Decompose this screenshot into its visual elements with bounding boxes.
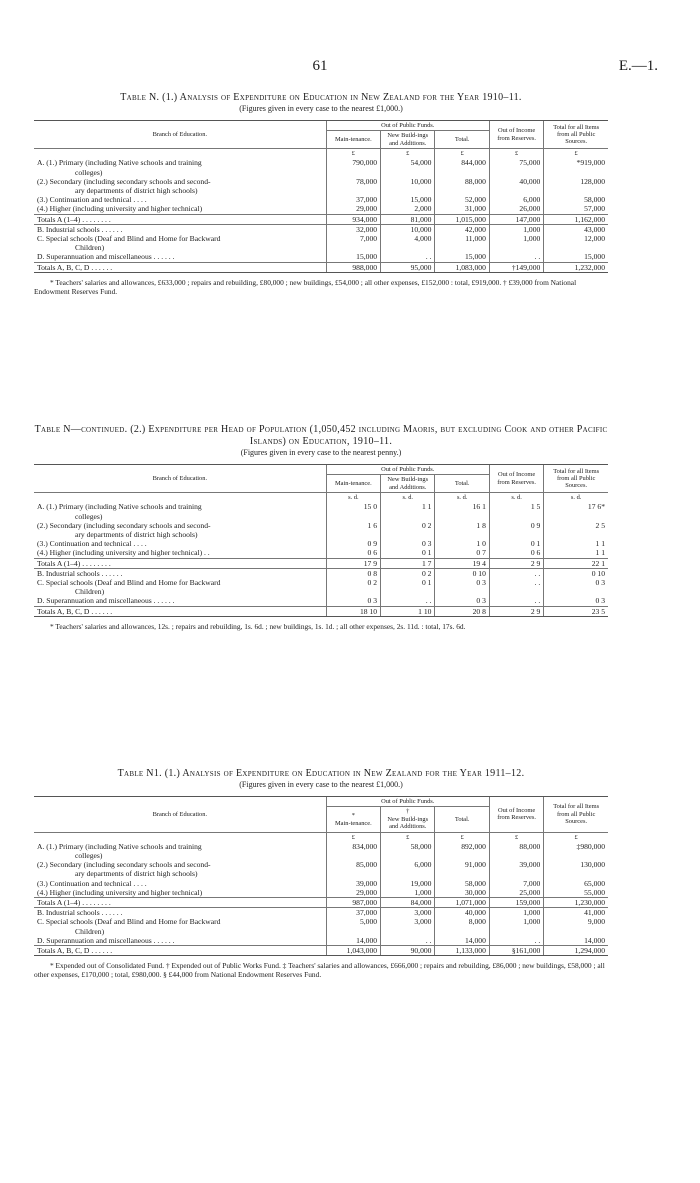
header-row: [34, 797, 608, 807]
header-label: Main-tenance.: [334, 819, 372, 827]
table-n-2: [34, 424, 608, 631]
table-row: [34, 502, 608, 520]
per-head-table: [34, 464, 608, 617]
value-cell: 844,000: [435, 158, 489, 176]
branch-label-cont: colleges): [75, 851, 103, 861]
value-cell: 14,000: [326, 936, 380, 946]
branch-label-cont: Children): [75, 243, 105, 253]
value-cell: 987,000: [326, 898, 380, 908]
unit-cell: s. d.: [435, 493, 489, 503]
value-cell: . .: [489, 568, 543, 578]
value-cell: 58,000: [544, 195, 608, 204]
table-n1-1: [34, 768, 608, 979]
value-cell: 58,000: [435, 879, 489, 888]
value-cell: 42,000: [435, 224, 489, 234]
branch-cell: [34, 917, 326, 935]
value-cell: 0 6: [489, 548, 543, 558]
value-cell: 1,000: [489, 908, 543, 918]
value-cell: 3,000: [381, 917, 435, 935]
unit-cell: £: [489, 832, 543, 842]
value-cell: 58,000: [381, 842, 435, 860]
value-cell: 1,000: [489, 234, 543, 252]
all-sources-header: Total for all Items from all Public Sources.: [544, 121, 608, 149]
header-label: New Build-ings and Additions.: [387, 815, 429, 831]
table-footnote: * Teachers' salaries and allowances, £633,000 ; repairs and rebuilding, £80,000 ; new buildings, £54,000 ; all other expenses, £152,000 : total, £919,000. † £39,000 from National Endowment Reserves Fund.: [34, 277, 577, 296]
value-cell: . .: [381, 596, 435, 606]
branch-cell: [34, 568, 326, 578]
branch-label: (4.) Higher (including university and higher technical): [37, 887, 203, 897]
branch-cell: [34, 224, 326, 234]
table-row: [34, 548, 608, 558]
branch-label-cont: ary departments of district high schools): [75, 530, 198, 540]
table-row: [34, 568, 608, 578]
branch-label: B. Industrial schools . . . . . .: [37, 908, 123, 918]
branch-label: (3.) Continuation and technical . . . .: [37, 539, 147, 549]
branch-cell: [34, 898, 326, 908]
maintenance-header: [326, 807, 380, 832]
branch-label: Totals A, B, C, D . . . . . .: [37, 606, 113, 616]
value-cell: 90,000: [381, 946, 435, 956]
value-cell: 43,000: [544, 224, 608, 234]
value-cell: 10,000: [381, 177, 435, 195]
table-row: [34, 252, 608, 262]
value-cell: 2 9: [489, 558, 543, 568]
header-label: New Build-ings and Additions.: [387, 132, 429, 147]
branch-label-cont: Children): [75, 587, 105, 597]
total-header: Total.: [435, 807, 489, 832]
unit-cell: £: [326, 832, 380, 842]
value-cell: 40,000: [489, 177, 543, 195]
value-cell: 52,000: [435, 195, 489, 204]
table-row: [34, 842, 608, 860]
table-row: [34, 204, 608, 214]
value-cell: 147,000: [489, 214, 543, 224]
value-cell: . .: [489, 252, 543, 262]
value-cell: 31,000: [435, 204, 489, 214]
value-cell: 4,000: [381, 234, 435, 252]
value-cell: 9,000: [544, 917, 608, 935]
value-cell: 0 3: [381, 539, 435, 548]
branch-label: D. Superannuation and miscellaneous . . . . . .: [37, 596, 175, 606]
branch-label-cont: colleges): [75, 167, 103, 177]
branch-label: A. (1.) Primary (including Native schools and training: [37, 841, 202, 851]
value-cell: 790,000: [326, 158, 380, 176]
value-cell: 10,000: [381, 224, 435, 234]
table-row: [34, 606, 608, 616]
branch-cell: [34, 908, 326, 918]
table-row: [34, 888, 608, 898]
table-row: [34, 262, 608, 272]
reserves-header: Out of Income from Reserves.: [489, 797, 543, 833]
value-cell: 22 1: [544, 558, 608, 568]
value-cell: 1 6: [326, 521, 380, 539]
value-cell: 0 2: [326, 578, 380, 596]
value-cell: 65,000: [544, 879, 608, 888]
value-cell: 988,000: [326, 262, 380, 272]
branch-cell: [34, 558, 326, 568]
value-cell: 0 3: [544, 578, 608, 596]
value-cell: 0 8: [326, 568, 380, 578]
header-label: Main-tenance.: [334, 480, 372, 488]
table-row: [34, 158, 608, 176]
branch-label: B. Industrial schools . . . . . .: [37, 224, 123, 234]
branch-label: Totals A (1–4) . . . . . . . .: [37, 558, 111, 568]
value-cell: 12,000: [544, 234, 608, 252]
branch-cell: [34, 177, 326, 195]
value-cell: 1 1: [544, 539, 608, 548]
branch-label: (2.) Secondary (including secondary schools and second-: [37, 520, 211, 530]
value-cell: 0 9: [489, 521, 543, 539]
spacer-cell: [34, 493, 326, 503]
value-cell: 5,000: [326, 917, 380, 935]
table-subtitle: (Figures given in every case to the nearest £1,000.): [239, 104, 403, 113]
branch-cell: [34, 879, 326, 888]
branch-label: Totals A (1–4) . . . . . . . .: [37, 214, 111, 224]
value-cell: 7,000: [326, 234, 380, 252]
value-cell: 934,000: [326, 214, 380, 224]
value-cell: 0 3: [435, 596, 489, 606]
table-row: [34, 177, 608, 195]
branch-label: C. Special schools (Deaf and Blind and Home for Backward: [37, 578, 221, 588]
value-cell: 15,000: [435, 252, 489, 262]
value-cell: 95,000: [381, 262, 435, 272]
table-row: [34, 539, 608, 548]
branch-label: B. Industrial schools . . . . . .: [37, 568, 123, 578]
value-cell: 39,000: [326, 879, 380, 888]
value-cell: 0 2: [381, 568, 435, 578]
branch-label: (2.) Secondary (including secondary schools and second-: [37, 176, 211, 186]
value-cell: 91,000: [435, 860, 489, 878]
unit-row: [34, 493, 608, 503]
branch-label-cont: ary departments of district high schools): [75, 869, 198, 879]
branch-label-cont: colleges): [75, 511, 103, 521]
branch-label-cont: ary departments of district high schools): [75, 186, 198, 196]
header-label: New Build-ings and Additions.: [387, 476, 429, 491]
value-cell: 0 2: [381, 521, 435, 539]
value-cell: 1,133,000: [435, 946, 489, 956]
branch-label: A. (1.) Primary (including Native schools and training: [37, 158, 202, 168]
value-cell: 1,015,000: [435, 214, 489, 224]
value-cell: 0 3: [544, 596, 608, 606]
value-cell: 17 6*: [544, 502, 608, 520]
value-cell: 1 1: [381, 502, 435, 520]
branch-cell: [34, 888, 326, 898]
value-cell: 41,000: [544, 908, 608, 918]
value-cell: 75,000: [489, 158, 543, 176]
maintenance-header: [326, 131, 380, 149]
table-row: [34, 521, 608, 539]
table-footnote: * Expended out of Consolidated Fund. † Expended out of Public Works Fund. ‡ Teachers' salaries and allowances, £666,000 ; repairs and rebuilding, £86,000 ; new buildings, £58,000 ; all other expenses, £170,000 ; total, £980,000. § £44,000 from National Endowment Reserves Fund.: [34, 961, 605, 980]
value-cell: 19,000: [381, 879, 435, 888]
spacer-cell: [34, 149, 326, 159]
value-cell: 17 9: [326, 558, 380, 568]
value-cell: . .: [489, 596, 543, 606]
value-cell: 2 5: [544, 521, 608, 539]
branch-label: D. Superannuation and miscellaneous . . . . . .: [37, 935, 175, 945]
branch-cell: [34, 195, 326, 204]
value-cell: 19 4: [435, 558, 489, 568]
table-subtitle: (Figures given in every case to the nearest £1,000.): [239, 780, 403, 789]
value-cell: 892,000: [435, 842, 489, 860]
unit-cell: £: [489, 149, 543, 159]
table-row: [34, 195, 608, 204]
value-cell: 1,000: [489, 224, 543, 234]
value-cell: 15,000: [381, 195, 435, 204]
value-cell: 84,000: [381, 898, 435, 908]
branch-label: Totals A, B, C, D . . . . . .: [37, 946, 113, 956]
branch-label: C. Special schools (Deaf and Blind and Home for Backward: [37, 917, 221, 927]
value-cell: 15,000: [544, 252, 608, 262]
total-header: Total.: [435, 131, 489, 149]
branch-header: Branch of Education.: [34, 465, 326, 493]
table-title: Table N—continued. (2.) Expenditure per Head of Population (1,050,452 including Maoris, but excluding Cook and other Pacific Islands) on Education, 1910–11.: [34, 424, 608, 447]
value-cell: 1,000: [489, 917, 543, 935]
public-funds-header: Out of Public Funds.: [326, 465, 489, 475]
value-cell: ‡980,000: [544, 842, 608, 860]
value-cell: 0 3: [435, 578, 489, 596]
value-cell: 0 3: [326, 596, 380, 606]
branch-cell: [34, 252, 326, 262]
value-cell: 1,043,000: [326, 946, 380, 956]
footnote-mark: †: [406, 808, 410, 816]
value-cell: 29,000: [326, 204, 380, 214]
value-cell: 11,000: [435, 234, 489, 252]
value-cell: 1,230,000: [544, 898, 608, 908]
value-cell: 39,000: [489, 860, 543, 878]
public-funds-header: Out of Public Funds.: [326, 797, 489, 807]
value-cell: 57,000: [544, 204, 608, 214]
table-subtitle: (Figures given in every case to the nearest penny.): [240, 448, 402, 457]
all-sources-header: Total for all Items from all Public Sources.: [544, 797, 608, 833]
unit-cell: s. d.: [544, 493, 608, 503]
table-row: [34, 908, 608, 918]
branch-label: (3.) Continuation and technical . . . .: [37, 878, 147, 888]
table-row: [34, 936, 608, 946]
total-header: Total.: [435, 475, 489, 493]
value-cell: 40,000: [435, 908, 489, 918]
value-cell: 29,000: [326, 888, 380, 898]
branch-cell: [34, 262, 326, 272]
value-cell: 1 10: [381, 606, 435, 616]
value-cell: 1 7: [381, 558, 435, 568]
new-buildings-header: [381, 807, 435, 832]
branch-label: A. (1.) Primary (including Native schools and training: [37, 502, 202, 512]
value-cell: 0 1: [489, 539, 543, 548]
value-cell: 15,000: [326, 252, 380, 262]
unit-cell: £: [544, 832, 608, 842]
value-cell: 1,232,000: [544, 262, 608, 272]
branch-cell: [34, 214, 326, 224]
table-footnote: * Teachers' salaries and allowances, 12s. ; repairs and rebuilding, 1s. 6d. ; new buildings, 1s. 1d. ; all other expenses, 2s. 11d. : total, 17s. 6d.: [50, 621, 466, 631]
reserves-header: Out of Income from Reserves.: [489, 121, 543, 149]
branch-cell: [34, 596, 326, 606]
value-cell: 7,000: [489, 879, 543, 888]
unit-cell: £: [381, 149, 435, 159]
value-cell: †149,000: [489, 262, 543, 272]
value-cell: . .: [489, 936, 543, 946]
value-cell: 0 7: [435, 548, 489, 558]
value-cell: 2 9: [489, 606, 543, 616]
unit-cell: £: [435, 832, 489, 842]
table-row: [34, 946, 608, 956]
table-row: [34, 860, 608, 878]
public-funds-header: Out of Public Funds.: [326, 121, 489, 131]
table-title: Table N1. (1.) Analysis of Expenditure on Education in New Zealand for the Year 1911–12.: [117, 768, 525, 779]
reserves-header: Out of Income from Reserves.: [489, 465, 543, 493]
branch-cell: [34, 234, 326, 252]
branch-label: (4.) Higher (including university and higher technical) . .: [37, 548, 210, 558]
expenditure-table: [34, 796, 608, 956]
branch-cell: [34, 578, 326, 596]
table-row: [34, 224, 608, 234]
branch-cell: [34, 548, 326, 558]
branch-label: Totals A, B, C, D . . . . . .: [37, 262, 113, 272]
value-cell: 54,000: [381, 158, 435, 176]
header-row: [34, 465, 608, 475]
value-cell: 0 1: [381, 548, 435, 558]
all-sources-header: Total for all Items from all Public Sources.: [544, 465, 608, 493]
table-row: [34, 234, 608, 252]
unit-cell: £: [381, 832, 435, 842]
branch-cell: [34, 936, 326, 946]
value-cell: 30,000: [435, 888, 489, 898]
header-row: [34, 121, 608, 131]
value-cell: 14,000: [544, 936, 608, 946]
table-row: [34, 558, 608, 568]
branch-header: Branch of Education.: [34, 797, 326, 833]
value-cell: 1,162,000: [544, 214, 608, 224]
unit-row: [34, 149, 608, 159]
value-cell: 159,000: [489, 898, 543, 908]
branch-cell: [34, 502, 326, 520]
value-cell: 37,000: [326, 908, 380, 918]
unit-cell: s. d.: [489, 493, 543, 503]
branch-cell: [34, 606, 326, 616]
value-cell: 128,000: [544, 177, 608, 195]
value-cell: 37,000: [326, 195, 380, 204]
value-cell: 78,000: [326, 177, 380, 195]
unit-cell: £: [544, 149, 608, 159]
value-cell: 1 5: [489, 502, 543, 520]
branch-label-cont: Children): [75, 926, 105, 936]
value-cell: 14,000: [435, 936, 489, 946]
value-cell: 1 1: [544, 548, 608, 558]
value-cell: . .: [489, 578, 543, 596]
new-buildings-header: [381, 475, 435, 493]
value-cell: 8,000: [435, 917, 489, 935]
value-cell: *919,000: [544, 158, 608, 176]
value-cell: 0 1: [381, 578, 435, 596]
value-cell: 15 0: [326, 502, 380, 520]
value-cell: 88,000: [489, 842, 543, 860]
footnote-mark: *: [351, 812, 355, 820]
branch-label: (2.) Secondary (including secondary schools and second-: [37, 860, 211, 870]
value-cell: 1,071,000: [435, 898, 489, 908]
branch-label: Totals A (1–4) . . . . . . . .: [37, 898, 111, 908]
value-cell: 18 10: [326, 606, 380, 616]
value-cell: 55,000: [544, 888, 608, 898]
unit-cell: £: [435, 149, 489, 159]
value-cell: 130,000: [544, 860, 608, 878]
branch-label: D. Superannuation and miscellaneous . . . . . .: [37, 252, 175, 262]
value-cell: 25,000: [489, 888, 543, 898]
branch-cell: [34, 204, 326, 214]
value-cell: 0 6: [326, 548, 380, 558]
unit-cell: s. d.: [326, 493, 380, 503]
branch-cell: [34, 158, 326, 176]
branch-cell: [34, 539, 326, 548]
value-cell: 0 10: [544, 568, 608, 578]
page-number: 61: [312, 58, 328, 74]
expenditure-table: [34, 120, 608, 273]
value-cell: 834,000: [326, 842, 380, 860]
value-cell: 1,294,000: [544, 946, 608, 956]
value-cell: 26,000: [489, 204, 543, 214]
value-cell: 20 8: [435, 606, 489, 616]
table-row: [34, 879, 608, 888]
value-cell: . .: [381, 936, 435, 946]
value-cell: 6,000: [489, 195, 543, 204]
value-cell: 1 0: [435, 539, 489, 548]
table-row: [34, 214, 608, 224]
branch-header: Branch of Education.: [34, 121, 326, 149]
new-buildings-header: [381, 131, 435, 149]
value-cell: 6,000: [381, 860, 435, 878]
branch-cell: [34, 946, 326, 956]
value-cell: 32,000: [326, 224, 380, 234]
table-title: Table N. (1.) Analysis of Expenditure on Education in New Zealand for the Year 1910–11.: [120, 92, 522, 103]
value-cell: 1,083,000: [435, 262, 489, 272]
value-cell: 88,000: [435, 177, 489, 195]
value-cell: 1 8: [435, 521, 489, 539]
value-cell: §161,000: [489, 946, 543, 956]
value-cell: 85,000: [326, 860, 380, 878]
branch-label: C. Special schools (Deaf and Blind and Home for Backward: [37, 234, 221, 244]
value-cell: 16 1: [435, 502, 489, 520]
table-n-1: [34, 92, 608, 296]
value-cell: 0 10: [435, 568, 489, 578]
unit-row: [34, 832, 608, 842]
table-row: [34, 596, 608, 606]
section-id: E.—1.: [618, 58, 658, 74]
spacer-cell: [34, 832, 326, 842]
value-cell: 3,000: [381, 908, 435, 918]
table-row: [34, 578, 608, 596]
branch-label: (4.) Higher (including university and higher technical): [37, 204, 203, 214]
branch-cell: [34, 842, 326, 860]
value-cell: 0 9: [326, 539, 380, 548]
branch-cell: [34, 521, 326, 539]
value-cell: . .: [381, 252, 435, 262]
header-label: Main-tenance.: [334, 136, 372, 144]
value-cell: 81,000: [381, 214, 435, 224]
value-cell: 23 5: [544, 606, 608, 616]
value-cell: 2,000: [381, 204, 435, 214]
table-row: [34, 898, 608, 908]
branch-label: (3.) Continuation and technical . . . .: [37, 195, 147, 205]
branch-cell: [34, 860, 326, 878]
unit-cell: s. d.: [381, 493, 435, 503]
table-row: [34, 917, 608, 935]
maintenance-header: [326, 475, 380, 493]
unit-cell: £: [326, 149, 380, 159]
value-cell: 1,000: [381, 888, 435, 898]
